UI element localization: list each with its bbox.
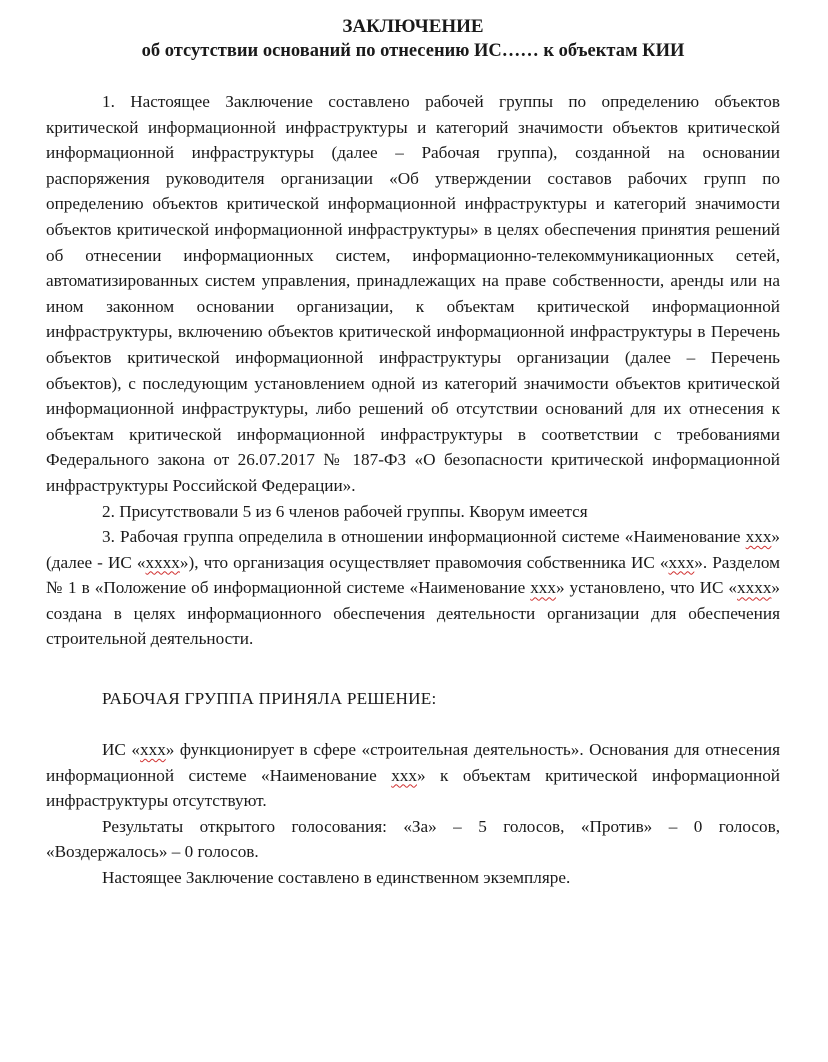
closing-statement: Настоящее Заключение составлено в единственном экземпляре.	[102, 868, 571, 888]
paragraph-3-text: » (далее - ИС «	[46, 527, 780, 572]
voting-results: Результаты открытого голосования: «За» – 5 голосов, «Против» – 0 голосов, «Воздержалось» – 0 голосов.	[46, 816, 780, 862]
decision-heading: РАБОЧАЯ ГРУППА ПРИНЯЛА РЕШЕНИЕ:	[102, 689, 437, 709]
paragraph-3-text: ». Разделом № 1 в «Положение об информационной системе «Наименование	[46, 552, 781, 598]
document-title: ЗАКЛЮЧЕНИЕ	[342, 16, 484, 37]
decision-text: ИС «	[102, 740, 140, 760]
placeholder-xxx: хххх	[145, 552, 180, 572]
decision-paragraph	[46, 737, 780, 814]
placeholder-xxx: ххх	[668, 552, 695, 572]
placeholder-xxx: ххх	[745, 527, 772, 547]
placeholder-xxx: ххх	[140, 740, 166, 760]
paragraph-3-text: 3. Рабочая группа определила в отношении информационной системе «Наименование	[102, 527, 746, 547]
placeholder-xxx: ххх	[391, 765, 417, 785]
paragraph-3-text: » создана в целях информационного обеспечения деятельности организации для обеспечения строительной деятельности.	[46, 578, 780, 649]
paragraph-1: 1. Настоящее Заключение составлено рабочей группы по определению объектов критической информационной инфраструктуры и категорий значимости объектов критической информационной инфраструктуры (далее – Рабочая группа), созданной на основании распоряжения руководителя организации «Об утверждении составов рабочих групп по определению объектов критической информационной инфраструктуры и категорий значимости объектов критической информационной инфраструктуры» в целях обеспечения принятия решений об отнесении информационных систем, информационно-телекоммуникационных сетей, автоматизированных систем управления, принадлежащих на праве собственности, аренды или на ином законном основании организации, к объектам критической информационной инфраструктуры, включению объектов критической информационной инфраструктуры в Перечень объектов критической информационной инфраструктуры организации (далее – Перечень объектов), с последующим установлением одной из категорий значимости объектов критической информационной инфраструктуры, либо решений об отсутствии оснований для их отнесения к объектам критической информационной инфраструктуры в соответствии с требованиями Федерального закона от 26.07.2017 № 187-ФЗ «О безопасности критической информационной инфраструктуры Российской Федерации».	[46, 92, 780, 495]
decision-text: » к объектам критической информационной инфраструктуры отсутствуют.	[46, 765, 781, 811]
paragraph-3-text: » установлено, что ИС «	[555, 578, 738, 598]
document-subtitle: об отсутствии оснований по отнесению ИС…… к объектам КИИ	[141, 41, 685, 61]
paragraph-3	[46, 524, 780, 652]
placeholder-xxx: ххх	[530, 578, 556, 598]
placeholder-xxx: хххх	[737, 578, 772, 598]
paragraph-2: 2. Присутствовали 5 из 6 членов рабочей группы. Кворум имеется	[102, 501, 588, 521]
paragraph-3-text: »), что организация осуществляет правомочия собственника ИС «	[179, 552, 669, 572]
decision-text: » функционирует в сфере «строительная деятельность». Основания для отнесения информационной системе «Наименование	[46, 740, 780, 785]
